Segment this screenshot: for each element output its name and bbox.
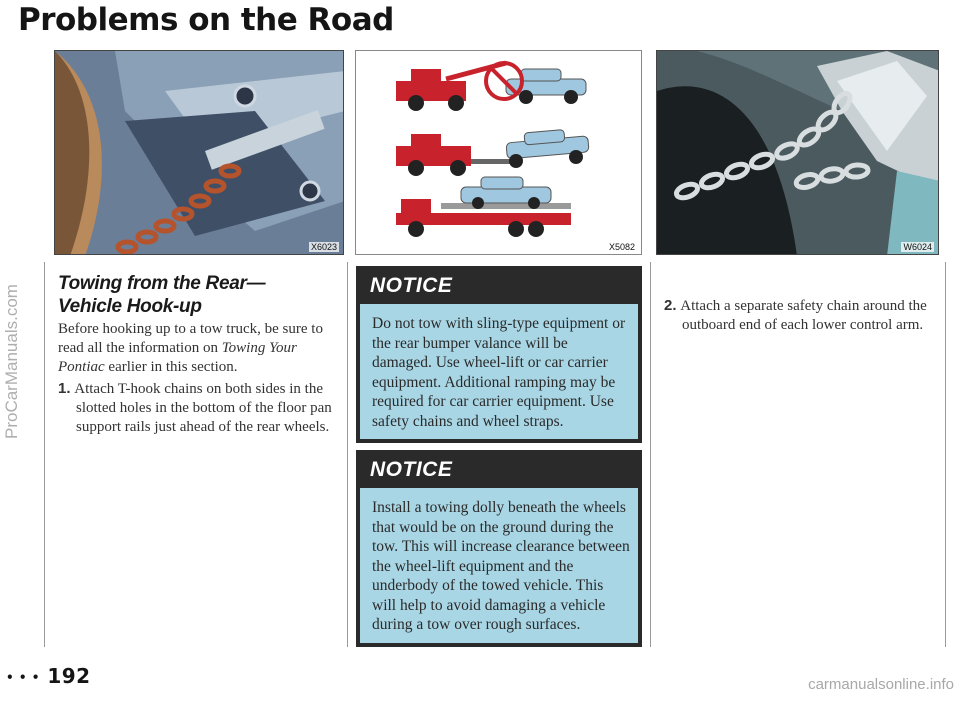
car-carrier-truck: [396, 177, 571, 237]
intro-reference: Towing Your Pontiac: [58, 340, 297, 375]
page-title: Problems on the Road: [18, 2, 394, 38]
column-divider: [650, 262, 651, 647]
notice-heading: NOTICE: [370, 274, 453, 297]
footer-watermark: carmanualsonline.info: [808, 676, 954, 693]
page-number-dots: • • •: [6, 670, 40, 685]
step-2: [664, 296, 960, 335]
column-divider: [347, 262, 348, 647]
column-divider: [44, 262, 45, 647]
tow-methods-image: [356, 51, 642, 255]
figure-code: W6024: [903, 242, 932, 252]
figure-code: X6023: [310, 242, 337, 252]
step-1: [58, 379, 358, 437]
step-text: Attach a separate safety chain around the outboard end of each lower control arm.: [680, 298, 927, 333]
notice-text: Do not tow with sling-type equipment or the rear bumper valance will be damaged. Use wheel-lift or car carrier equipment. Additional ramping may be required for car carrier equipment. Use safety chains and wheel straps.: [360, 304, 638, 439]
section-heading-line2: Vehicle Hook-up: [58, 296, 202, 317]
tow-truck-illustration: [355, 50, 642, 255]
notice-heading: NOTICE: [370, 458, 453, 481]
safety-chain-image: [657, 51, 939, 255]
page-number-value: 192: [47, 664, 91, 688]
chain-hook-photo: [54, 50, 344, 255]
side-watermark: ProCarManuals.com: [2, 284, 21, 440]
notice-towing-dolly: [356, 450, 642, 647]
intro-text-end: earlier in this section.: [104, 359, 238, 375]
section-heading: [58, 272, 328, 318]
notice-text: Install a towing dolly beneath the wheels that would be on the ground during the tow. This will increase clearance between the wheel-lift equipment and the underbody of the towed vehicle. This will help to avoid damaging a vehicle during a tow over rough surfaces.: [360, 488, 638, 643]
step-text: Attach T-hook chains on both sides in the slotted holes in the bottom of the floor pan support rails just ahead of the rear wheels.: [74, 381, 332, 435]
sling-tow-truck: [396, 63, 586, 111]
intro-text: Before hooking up to a tow truck, be sure to read all the information on: [58, 321, 323, 356]
safety-chain-photo: [656, 50, 939, 255]
page-number: [6, 664, 91, 688]
chain-hook-image: [55, 51, 344, 255]
intro-paragraph: [58, 320, 340, 377]
step-number: 1.: [58, 380, 71, 397]
wheel-lift-truck: [396, 130, 589, 176]
step-number: 2.: [664, 297, 677, 314]
section-heading-line1: Towing from the Rear—: [58, 273, 266, 294]
figure-code: X5082: [608, 242, 635, 252]
notice-sling-tow: [356, 266, 642, 443]
